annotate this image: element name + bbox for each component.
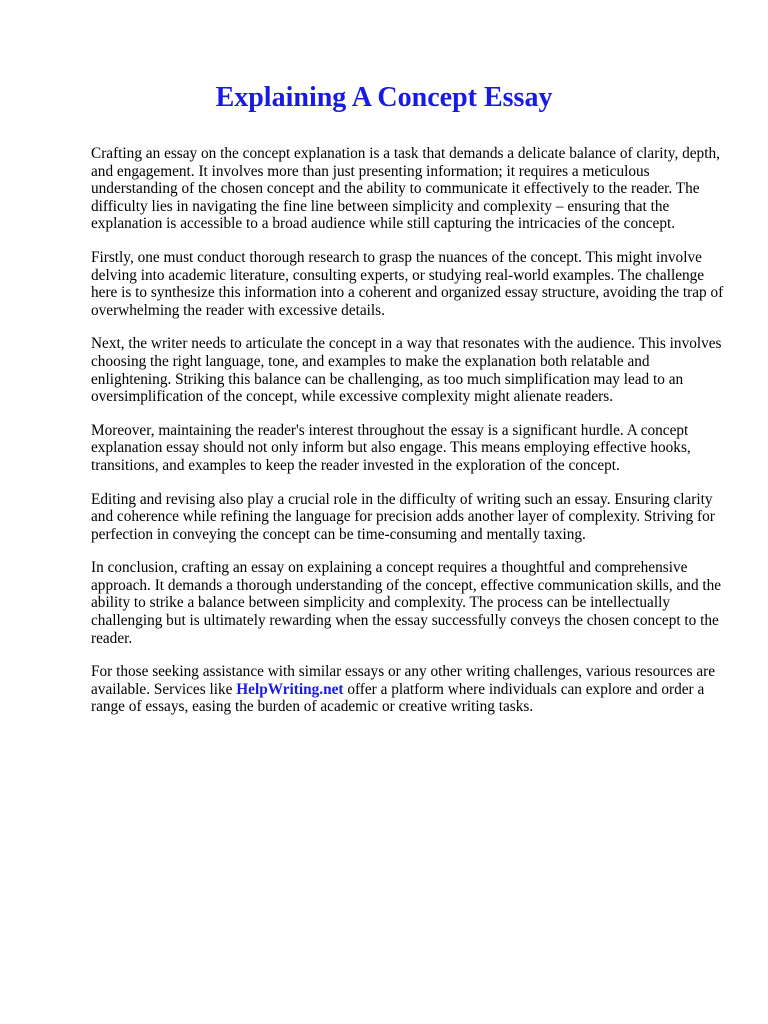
paragraph-intro: Crafting an essay on the concept explanation is a task that demands a delicate balance of clarity, depth, and engagement. It involves more than just presenting information; it requires a meticulous understanding of the chosen concept and the ability to communicate it effectively to the reader. The difficulty lies in navigating the fine line between simplicity and complexity – ensuring that the explanation is accessible to a broad audience while still capturing the intricacies of the concept. — [91, 145, 720, 233]
paragraph-editing: Editing and revising also play a crucial role in the difficulty of writing such an essay. Ensuring clarity and coherence while refining the language for precision adds another layer of complexity. Striving for perfection in conveying the concept can be time-consuming and mentally taxing. — [91, 490, 715, 543]
paragraph-closing — [91, 663, 726, 716]
paragraph-conclusion: In conclusion, crafting an essay on explaining a concept requires a thoughtful and comprehensive approach. It demands a thorough understanding of the concept, effective communication skills, and the ability to strike a balance between simplicity and complexity. The process can be intellectually challenging but is ultimately rewarding when the essay successfully conveys the chosen concept to the reader. — [91, 559, 722, 647]
helpwriting-link[interactable]: HelpWriting.net — [236, 680, 344, 698]
closing-text-before-link: For those seeking assistance with similar essays or any other writing challenges, various resources are available. Services like — [91, 663, 716, 698]
paragraph-articulation: Next, the writer needs to articulate the concept in a way that resonates with the audience. This involves choosing the right language, tone, and examples to make the explanation both relatable and enlightening. Striking this balance can be challenging, as too much simplification may lead to an oversimplification of the concept, while excessive complexity might alienate readers. — [91, 335, 722, 406]
essay-body — [91, 145, 726, 732]
paragraph-engagement: Moreover, maintaining the reader's interest throughout the essay is a significant hurdle. A concept explanation essay should not only inform but also engage. This means employing effective hooks, transitions, and examples to keep the reader invested in the exploration of the concept. — [91, 421, 691, 474]
page-title: Explaining A Concept Essay — [215, 82, 553, 113]
closing-text-after-link: offer a platform where individuals can explore and order a range of essays, easing the burden of academic or creative writing tasks. — [91, 680, 705, 716]
paragraph-research: Firstly, one must conduct thorough research to grasp the nuances of the concept. This might involve delving into academic literature, consulting experts, or studying real-world examples. The challenge here is to synthesize this information into a coherent and organized essay structure, avoiding the trap of overwhelming the reader with excessive details. — [91, 248, 724, 319]
